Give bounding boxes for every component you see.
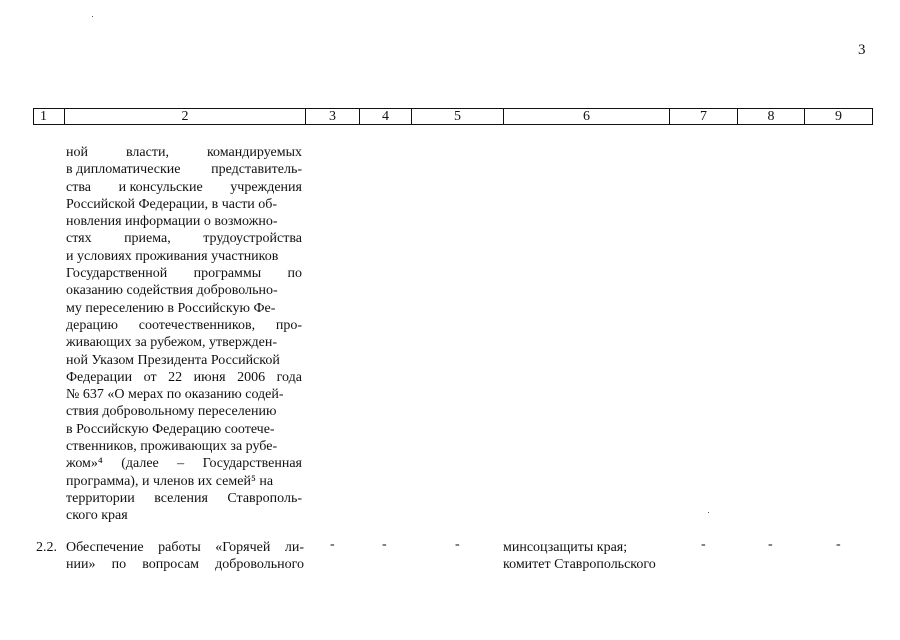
column-header-cell: 9: [805, 109, 873, 125]
text-word: в дипломатические: [66, 162, 181, 178]
text-line: [66, 386, 302, 403]
text-word: оказанию содействия добровольно-: [66, 283, 278, 299]
text-line: [66, 556, 304, 573]
text-line: [66, 473, 302, 490]
text-word: ского края: [66, 508, 128, 524]
continued-description-text: [66, 144, 302, 525]
column-header-cell: 3: [306, 109, 360, 125]
text-word: по: [111, 557, 127, 573]
text-word: по: [287, 266, 302, 282]
text-word: 22: [168, 369, 183, 385]
text-word: приема,: [124, 231, 171, 247]
text-word: Обеспечение: [66, 540, 144, 555]
text-line: [66, 213, 302, 230]
text-word: территории: [66, 490, 135, 506]
col-4-value: -: [382, 537, 387, 552]
text-word: представитель-: [211, 162, 302, 178]
text-word: новления информации о возможно-: [66, 214, 278, 230]
text-line: [66, 455, 302, 472]
text-line: [66, 196, 302, 213]
text-word: 2006: [237, 369, 266, 385]
text-word: стях: [66, 231, 92, 247]
col-8-value: -: [768, 537, 773, 552]
column-header-cell: 1: [34, 109, 65, 125]
col-5-value: -: [455, 537, 460, 552]
text-line: [66, 265, 302, 282]
column-header-cell: 2: [65, 109, 306, 125]
col-3-value: -: [330, 537, 335, 552]
text-word: от: [143, 369, 157, 385]
text-line: [66, 507, 302, 524]
text-word: –: [177, 456, 185, 472]
text-line: [66, 144, 302, 161]
text-line: [66, 352, 302, 369]
text-word: ли-: [284, 540, 304, 555]
column-header-cell: 7: [670, 109, 738, 125]
text-line: [66, 248, 302, 265]
text-line: [66, 421, 302, 438]
text-word: программы: [193, 266, 262, 282]
text-word: работы: [158, 540, 201, 555]
text-word: Российской Федерации, в части об-: [66, 196, 278, 212]
text-line: [66, 300, 302, 317]
text-line: [66, 179, 302, 196]
text-line: [66, 403, 302, 420]
column-header-cell: 5: [412, 109, 504, 125]
page-number: 3: [858, 42, 866, 58]
text-word: «Горячей: [215, 540, 271, 555]
text-word: в Российскую Федерацию соотече-: [66, 421, 275, 437]
text-line: [66, 369, 302, 386]
text-word: ственников, проживающих за рубе-: [66, 439, 278, 455]
scan-speck: [92, 16, 93, 17]
executor-line: комитет Ставропольского: [503, 557, 656, 573]
scan-speck: [708, 512, 709, 513]
text-word: № 637 «О мерах по оказанию содей-: [66, 387, 284, 403]
row-2-2-executor: [503, 539, 683, 574]
text-word: живающих за рубежом, утвержден-: [66, 335, 278, 351]
column-header-cell: 4: [360, 109, 412, 125]
text-line: [66, 539, 304, 556]
text-word: ства: [66, 179, 91, 195]
text-word: соотечественников,: [138, 317, 256, 333]
text-word: командируемых: [206, 145, 302, 160]
text-word: ной Указом Президента Российской: [66, 352, 280, 368]
text-word: и условиях проживания участников: [66, 248, 279, 264]
column-number-header-row: [33, 108, 873, 125]
text-word: трудоустройства: [203, 231, 302, 247]
text-word: власти,: [126, 145, 169, 160]
text-word: му переселению в Российскую Фе-: [66, 300, 276, 316]
text-line: [66, 438, 302, 455]
text-word: жом»⁴: [66, 456, 103, 472]
row-number: 2.2.: [36, 540, 57, 555]
text-line: [66, 230, 302, 247]
text-word: ствия добровольному переселению: [66, 404, 277, 420]
column-header-cell: 6: [504, 109, 670, 125]
text-word: Государственной: [66, 266, 168, 282]
text-word: программа), и членов их семей⁵ на: [66, 473, 274, 489]
text-word: Государственная: [202, 456, 302, 472]
text-word: про-: [275, 317, 302, 333]
executor-line: минсоцзащиты края;: [503, 540, 628, 555]
text-word: дерацию: [66, 317, 118, 333]
text-word: вопросам: [142, 557, 200, 573]
text-word: июня: [193, 369, 226, 385]
text-word: Ставрополь-: [227, 490, 302, 506]
text-word: добровольного: [215, 557, 304, 573]
text-word: учреждения: [230, 179, 302, 195]
text-word: вселения: [154, 490, 208, 506]
text-line: [66, 282, 302, 299]
col-9-value: -: [836, 537, 841, 552]
text-word: (далее: [121, 456, 159, 472]
text-line: [66, 317, 302, 334]
col-7-value: -: [701, 537, 706, 552]
column-header-cell: 8: [738, 109, 805, 125]
text-word: года: [276, 369, 302, 385]
text-line: [66, 490, 302, 507]
text-word: Федерации: [66, 369, 133, 385]
row-2-2-description: [66, 539, 304, 574]
text-word: и консульские: [118, 179, 203, 195]
text-word: нии»: [66, 557, 96, 573]
text-word: ной: [66, 145, 88, 160]
text-line: [66, 334, 302, 351]
text-line: [66, 161, 302, 178]
